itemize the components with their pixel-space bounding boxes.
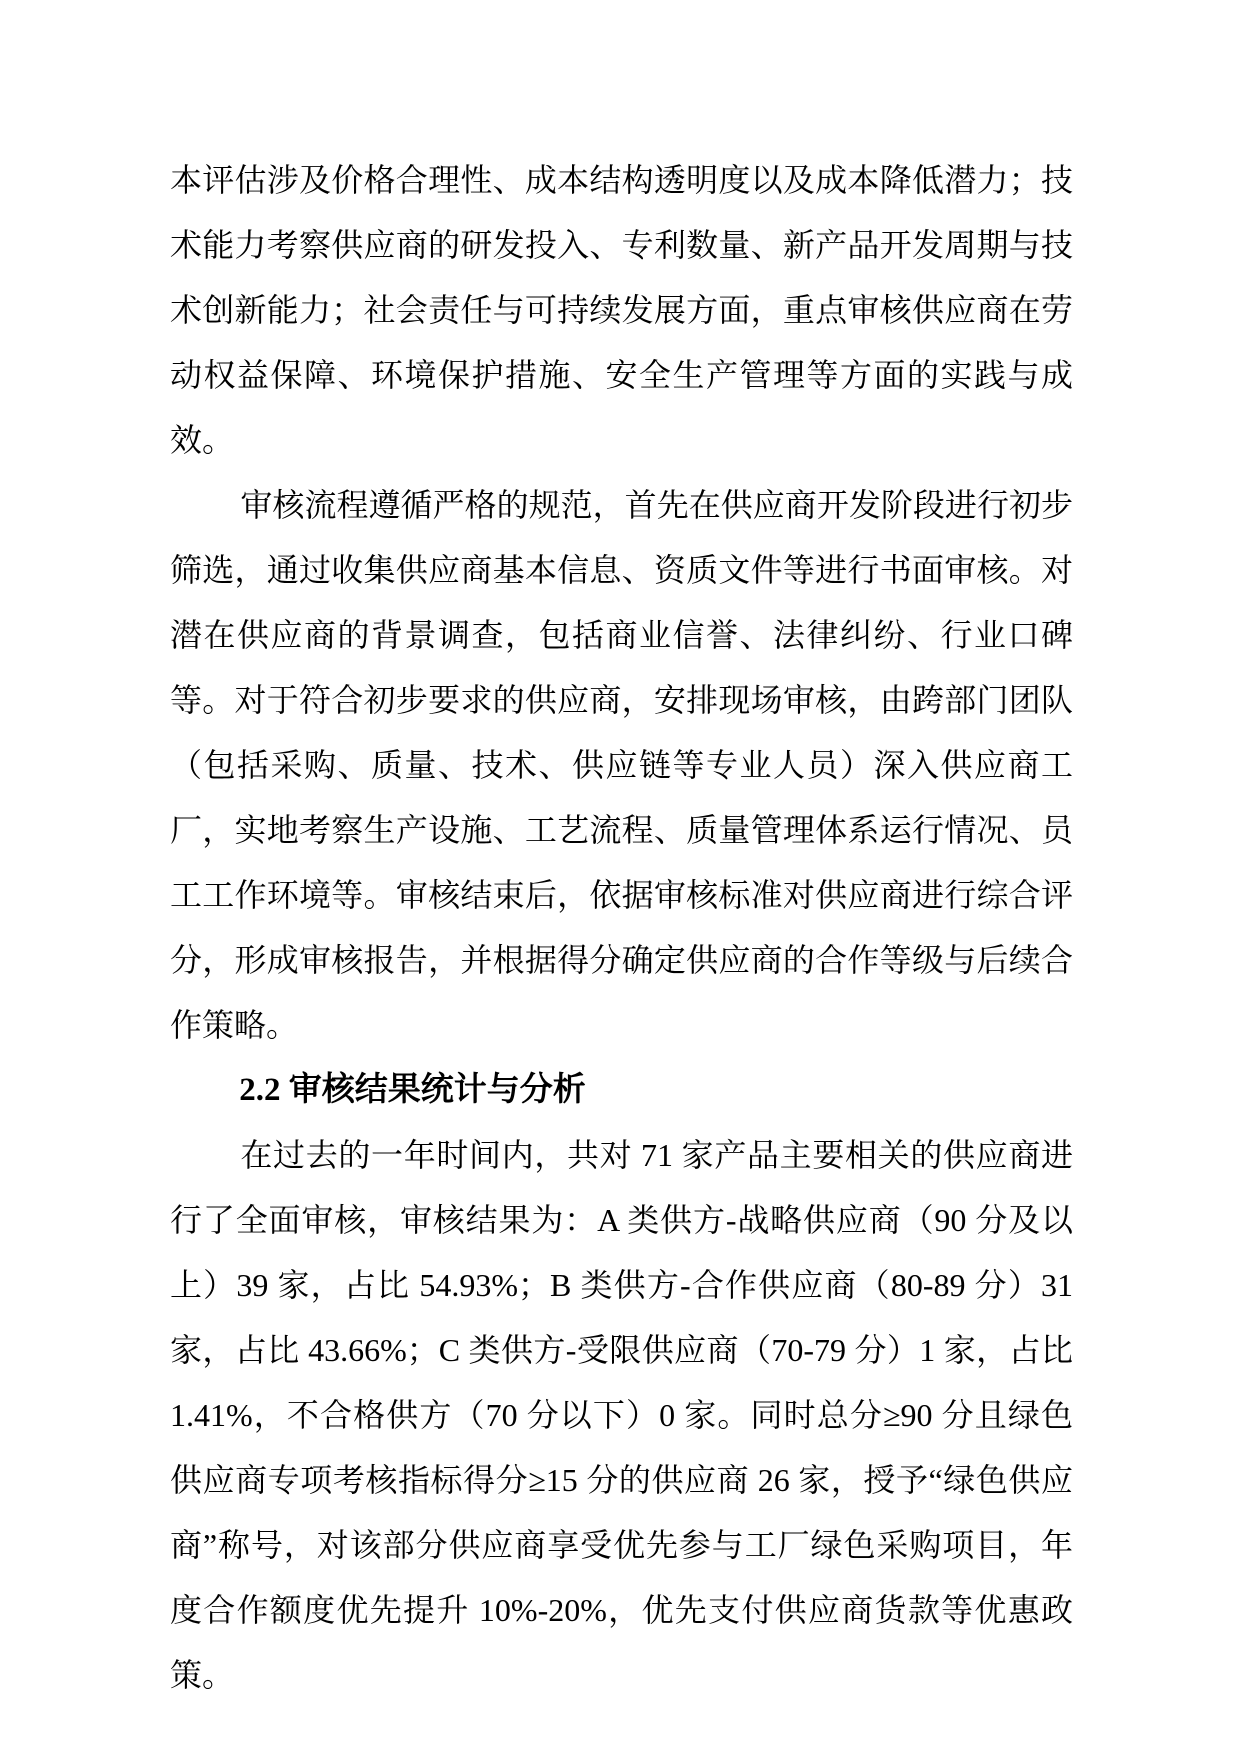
section-heading-audit-results: 2.2 审核结果统计与分析 [239,1072,586,1108]
paragraph-audit-statistics: 在过去的一年时间内，共对 71 家产品主要相关的供应商进行了全面审核，审核结果为：A 类供方-战略供应商（90 分及以上）39 家，占比 54.93%；B 类供方-合作供应商（80-89 分）31 家，占比 43.66%；C 类供方-受限供应商（70-79 分）1 家，占比 1.41%，不合格供方（70 分以下）0 家。同时总分≥90 分且绿色供应商专项考核指标得分≥15 分的供应商 26 家，授予“绿色供应商”称号，对该部分供应商享受优先参与工厂绿色采购项目，年度合作额度优先提升 10%-20%，优先支付供应商货款等优惠政策。 [170,1137,1073,1693]
paragraph-audit-process: 审核流程遵循严格的规范，首先在供应商开发阶段进行初步筛选，通过收集供应商基本信息、资质文件等进行书面审核。对潜在供应商的背景调查，包括商业信誉、法律纠纷、行业口碑等。对于符合初步要求的供应商，安排现场审核，由跨部门团队（包括采购、质量、技术、供应链等专业人员）深入供应商工厂，实地考察生产设施、工艺流程、质量管理体系运行情况、员工工作环境等。审核结束后，依据审核标准对供应商进行综合评分，形成审核报告，并根据得分确定供应商的合作等级与后续合作策略。 [170,487,1073,1043]
paragraph-evaluation-dimensions: 本评估涉及价格合理性、成本结构透明度以及成本降低潜力；技术能力考察供应商的研发投入、专利数量、新产品开发周期与技术创新能力；社会责任与可持续发展方面，重点审核供应商在劳动权益保障、环境保护措施、安全生产管理等方面的实践与成效。 [170,162,1073,458]
